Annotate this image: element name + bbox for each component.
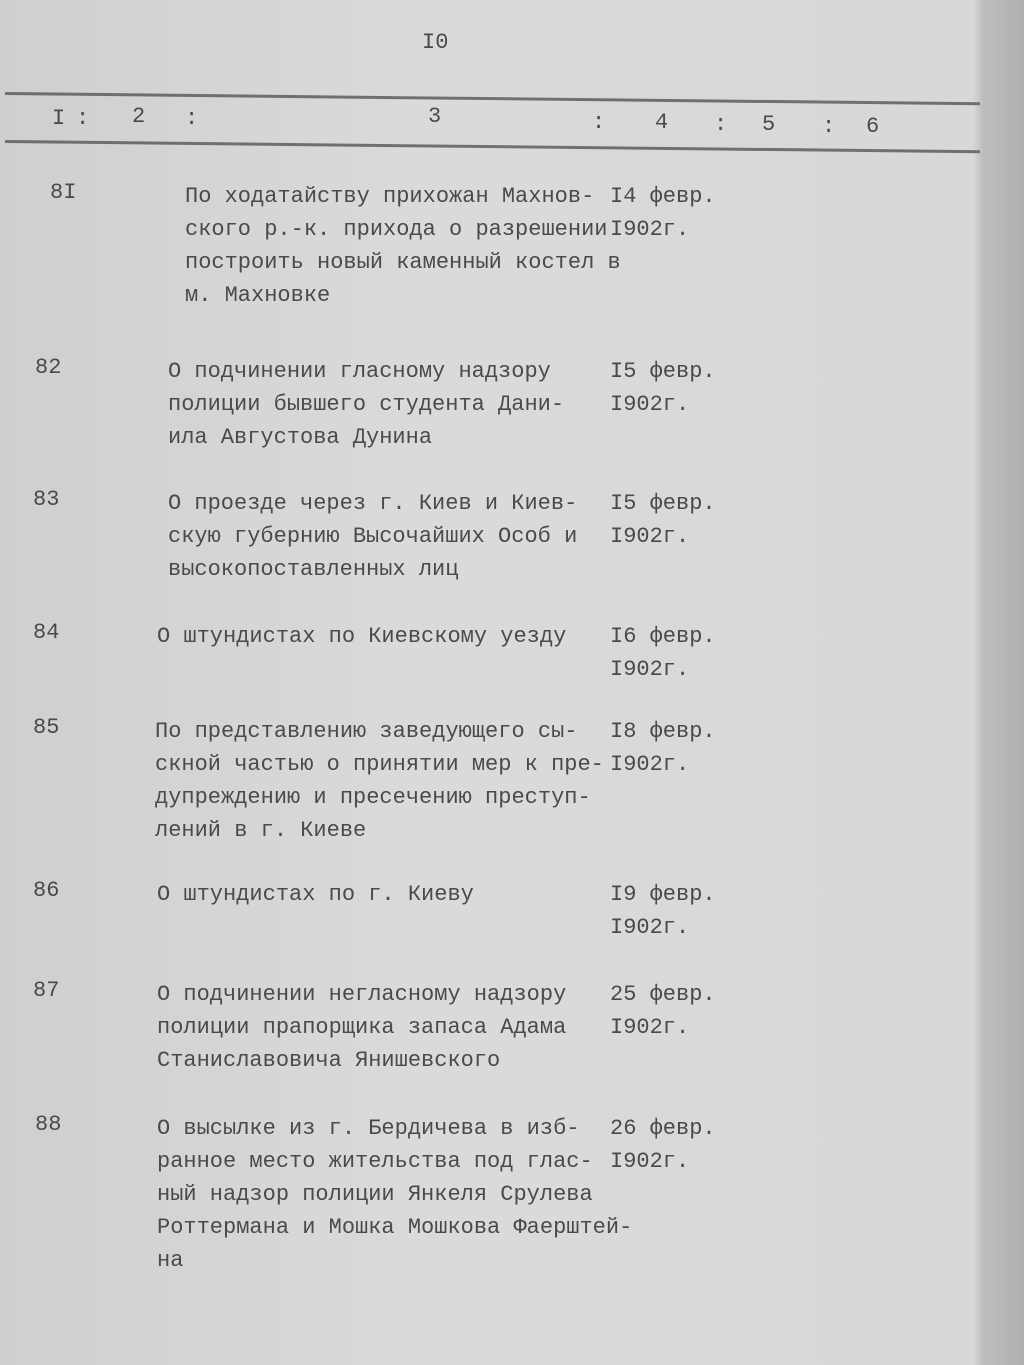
- entry-date: [610, 978, 716, 1044]
- col-sep: :: [822, 114, 836, 139]
- col-sep: :: [592, 110, 606, 135]
- entry-date: [610, 878, 716, 944]
- date-line: I902г.: [610, 915, 690, 940]
- date-line: I4 февр.: [610, 184, 716, 209]
- header-top-rule: [5, 92, 980, 105]
- entry-description: [168, 355, 564, 454]
- entry-number: 8I: [50, 180, 77, 205]
- entry-description: [157, 878, 474, 911]
- date-line: I9 февр.: [610, 882, 716, 907]
- col-header: 6: [866, 114, 880, 139]
- description-line: ского р.-к. прихода о разрешении: [185, 217, 608, 242]
- description-line: полиции бывшего студента Дани-: [168, 392, 565, 417]
- entry-number: 83: [33, 487, 60, 512]
- col-header: I: [52, 106, 66, 131]
- date-line: I902г.: [610, 1149, 690, 1174]
- col-header: 5: [762, 112, 776, 137]
- date-line: I902г.: [610, 524, 690, 549]
- entry-date: [610, 487, 716, 553]
- description-line: Станиславовича Янишевского: [157, 1048, 501, 1073]
- description-line: построить новый каменный костел в: [185, 250, 621, 275]
- entry-number: 85: [33, 715, 60, 740]
- entry-number: 87: [33, 978, 60, 1003]
- description-line: О проезде через г. Киев и Киев-: [168, 491, 578, 516]
- entry-date: [610, 355, 716, 421]
- description-line: По представлению заведующего сы-: [155, 719, 578, 744]
- description-line: на: [157, 1248, 184, 1273]
- description-line: м. Махновке: [185, 283, 331, 308]
- description-line: ранное место жительства под глас-: [157, 1149, 593, 1174]
- date-line: 25 февр.: [610, 982, 716, 1007]
- date-line: I902г.: [610, 217, 690, 242]
- entry-description: [157, 978, 566, 1077]
- date-line: I902г.: [610, 1015, 690, 1040]
- col-sep: :: [714, 112, 728, 137]
- entry-description: [155, 715, 604, 847]
- entry-number: 82: [35, 355, 62, 380]
- entry-number: 84: [33, 620, 60, 645]
- description-line: ила Августова Дунина: [168, 425, 433, 450]
- description-line: По ходатайству прихожан Махнов-: [185, 184, 595, 209]
- description-line: лений в г. Киеве: [155, 818, 367, 843]
- entry-description: [185, 180, 621, 312]
- col-sep: :: [76, 106, 90, 131]
- entry-date: [610, 1112, 716, 1178]
- date-line: I5 февр.: [610, 491, 716, 516]
- date-line: 26 февр.: [610, 1116, 716, 1141]
- entry-description: [168, 487, 577, 586]
- col-header: 4: [655, 110, 669, 135]
- description-line: О подчинении негласному надзору: [157, 982, 567, 1007]
- description-line: О высылке из г. Бердичева в изб-: [157, 1116, 580, 1141]
- entry-date: [610, 620, 716, 686]
- description-line: Роттермана и Мошка Мошкова Фаерштей-: [157, 1215, 633, 1240]
- col-header: 3: [428, 104, 442, 129]
- description-line: ный надзор полиции Янкеля Срулева: [157, 1182, 593, 1207]
- date-line: I902г.: [610, 752, 690, 777]
- description-line: скной частью о принятии мер к пре-: [155, 752, 604, 777]
- col-header: 2: [132, 104, 146, 129]
- date-line: I5 февр.: [610, 359, 716, 384]
- date-line: I8 февр.: [610, 719, 716, 744]
- date-line: I902г.: [610, 392, 690, 417]
- description-line: О штундистах по г. Киеву: [157, 882, 474, 907]
- entry-description: [157, 1112, 632, 1277]
- description-line: О штундистах по Киевскому уезду: [157, 624, 567, 649]
- date-line: I902г.: [610, 657, 690, 682]
- description-line: высокопоставленных лиц: [168, 557, 459, 582]
- col-sep: :: [185, 106, 199, 131]
- description-line: полиции прапорщика запаса Адама: [157, 1015, 567, 1040]
- entry-number: 86: [33, 878, 60, 903]
- description-line: О подчинении гласному надзору: [168, 359, 551, 384]
- date-line: I6 февр.: [610, 624, 716, 649]
- page-number: I0: [422, 30, 449, 55]
- description-line: скую губернию Высочайших Особ и: [168, 524, 578, 549]
- description-line: дупреждению и пресечению преступ-: [155, 785, 591, 810]
- entry-date: [610, 180, 716, 246]
- entry-number: 88: [35, 1112, 62, 1137]
- entry-date: [610, 715, 716, 781]
- entry-description: [157, 620, 566, 653]
